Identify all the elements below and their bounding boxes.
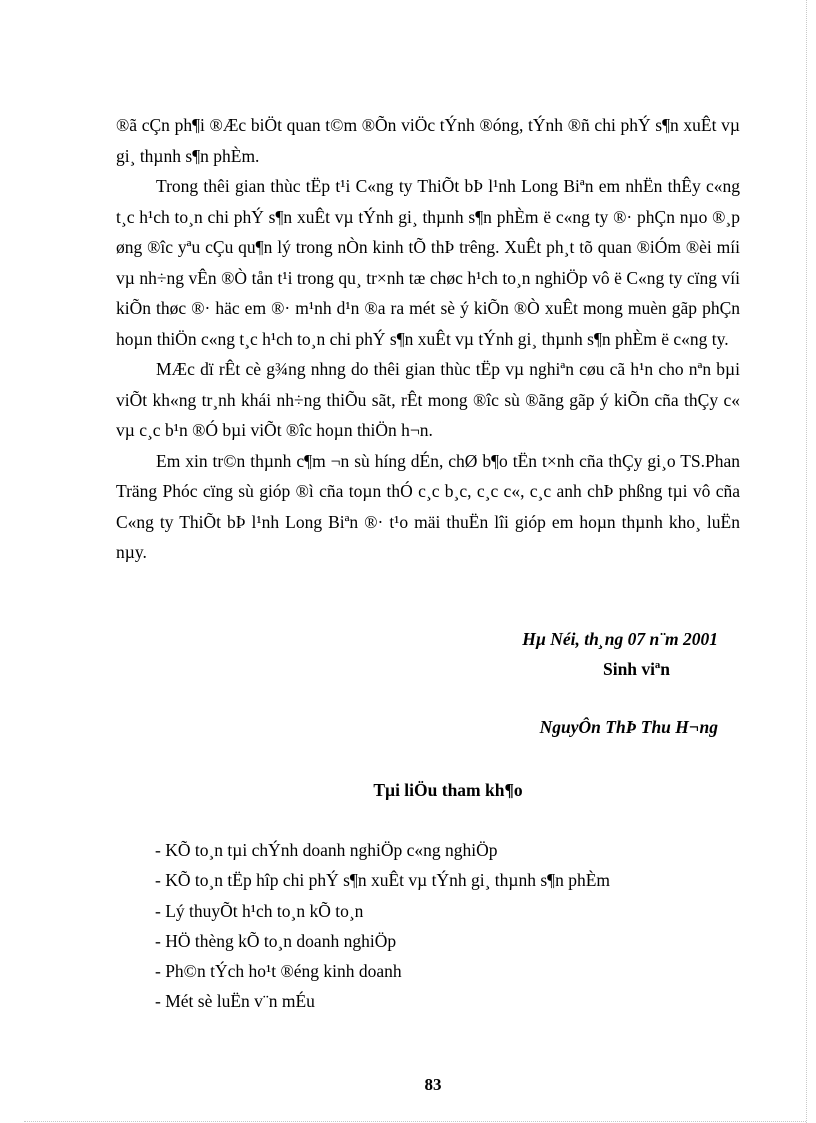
paragraph-limitations: MÆc dï rÊt cè g¾ng nhng do thêi gian thùc tËp vµ nghiªn cøu cã h¹n cho nªn bµi viÕt kh«ng tr¸nh khái nh÷ng thiÕu sãt, rÊt mong ®îc sù ®ãng gãp ý kiÕn cña thÇy c« vµ c¸c b¹n ®Ó bµi viÕt ®îc hoµn thiÖn h¬n. [116, 359, 740, 440]
reference-item: - HÖ thèng kÕ to¸n doanh nghiÖp [155, 930, 397, 951]
paragraph-observation: Trong thêi gian thùc tËp t¹i C«ng ty ThiÕt bÞ l¹nh Long Biªn em nhËn thÊy c«ng t¸c h¹ch to¸n chi phÝ s¶n xuÊt vµ tÝnh gi¸ thµnh s¶n phÈm ë c«ng ty ®· phÇn nµo ®¸p øng ®îc yªu cÇu qu¶n lý trong nÒn kinh tÕ thÞ trêng. XuÊt ph¸t tõ quan ®iÓm ®èi míi vµ nh÷ng vÊn ®Ò tån t¹i trong qu¸ tr×nh tæ chøc h¹ch to¸n nghiÖp vô ë C«ng ty cïng víi kiÕn thøc ®· häc em ®· m¹nh d¹n ®a ra mét sè ý kiÕn ®Ò xuÊt mong muèn gãp phÇn hoµn thiÖn c«ng t¸c h¹ch to¸n chi phÝ s¶n xuÊt vµ tÝnh gi¸ thµnh s¶n phÈm ë c«ng ty. [116, 176, 740, 349]
paragraph-acknowledgement: Em xin tr©n thµnh c¶m ¬n sù híng dÉn, chØ b¶o tËn t×nh cña thÇy gi¸o TS.Phan Träng Phóc cïng sù gióp ®ì cña toµn thÓ c¸c b¸c, c¸c c«, c¸c anh chÞ phßng tµi vô cña C«ng ty ThiÕt bÞ l¹nh Long Biªn ®· t¹o mäi thuËn lîi gióp em hoµn thµnh kho¸ luËn nµy. [116, 450, 740, 562]
signoff-role: Sinh viªn [602, 659, 670, 679]
reference-item: - KÕ to¸n tËp hîp chi phÝ s¶n xuÊt vµ tÝnh gi¸ thµnh s¶n phÈm [155, 870, 611, 891]
references-title: Tµi liÖu tham kh¶o [373, 780, 523, 800]
page-edge-bottom-divider [24, 1121, 806, 1122]
reference-item: - KÕ to¸n tµi chÝnh doanh nghiÖp c«ng nghiÖp [155, 840, 498, 860]
reference-item: - Mét sè luËn v¨n mÉu [155, 991, 315, 1012]
paragraph-intro-end: ®ã cÇn ph¶i ®Æc biÖt quan t©m ®Õn viÖc tÝnh ®óng, tÝnh ®ñ chi phÝ s¶n xuÊt vµ gi¸ thµnh s¶n phÈm. [116, 115, 740, 166]
page-number: 83 [424, 1075, 442, 1094]
page-edge-right-divider [806, 0, 807, 1123]
references-list [155, 835, 610, 1017]
signoff-block [522, 624, 718, 742]
signoff-name: NguyÔn ThÞ Thu H¬ng [539, 717, 718, 737]
body-text [116, 110, 740, 568]
reference-item: - Ph©n tÝch ho¹t ®éng kinh doanh [155, 961, 402, 982]
reference-item: - Lý thuyÕt h¹ch to¸n kÕ to¸n [155, 900, 364, 921]
signoff-date: Hµ Néi, th¸ng 07 n¨m 2001 [522, 629, 718, 649]
